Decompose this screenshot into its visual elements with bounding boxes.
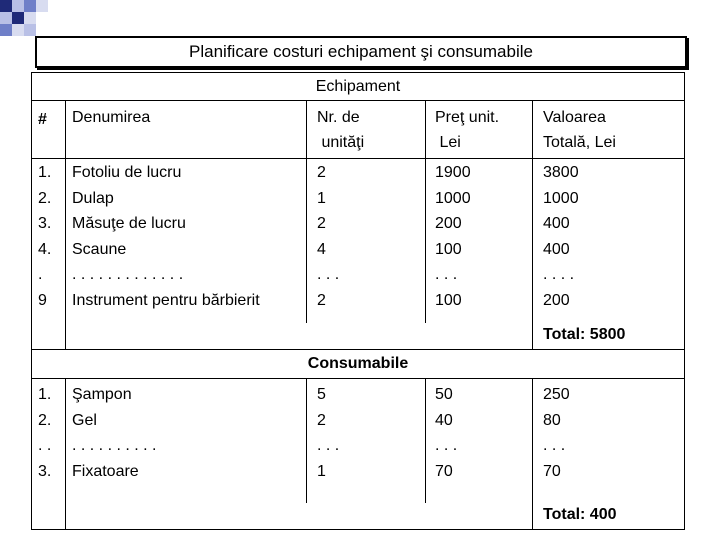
equipment-num-column: 1. 2. 3. 4. . 9 <box>38 164 52 309</box>
header-num: # <box>38 111 47 128</box>
equipment-value-column: 3800 1000 400 400 . . . . 200 <box>543 164 579 309</box>
consumables-value-column: 250 80 . . . 70 <box>543 386 570 480</box>
consumables-name-column: Şampon Gel . . . . . . . . . . Fixatoare <box>72 386 157 480</box>
equipment-name-column: Fotoliu de lucru Dulap Măsuţe de lucru Scaune . . . . . . . . . . . . . Instrument pentru bărbierit <box>72 164 260 309</box>
consumables-total: Total: 400 <box>543 506 617 523</box>
section-label-equipment: Echipament <box>315 78 401 95</box>
cost-table <box>31 72 685 530</box>
equipment-qty-column: 2 1 2 4 . . . 2 <box>317 164 340 309</box>
section-label-consumables: Consumabile <box>307 355 409 372</box>
header-name: Denumirea <box>72 109 151 126</box>
consumables-num-column: 1. 2. . . 3. <box>38 386 52 480</box>
equipment-price-column: 1900 1000 200 100 . . . 100 <box>435 164 471 309</box>
equipment-total: Total: 5800 <box>543 326 626 343</box>
header-value: Valoarea Totală, Lei <box>543 109 616 151</box>
page-title: Planificare costuri echipament şi consumabile <box>35 36 687 68</box>
consumables-qty-column: 5 2 . . . 1 <box>317 386 340 480</box>
consumables-price-column: 50 40 . . . 70 <box>435 386 458 480</box>
header-qty: Nr. de unităţi <box>317 109 365 151</box>
header-price: Preţ unit. Lei <box>435 109 500 151</box>
